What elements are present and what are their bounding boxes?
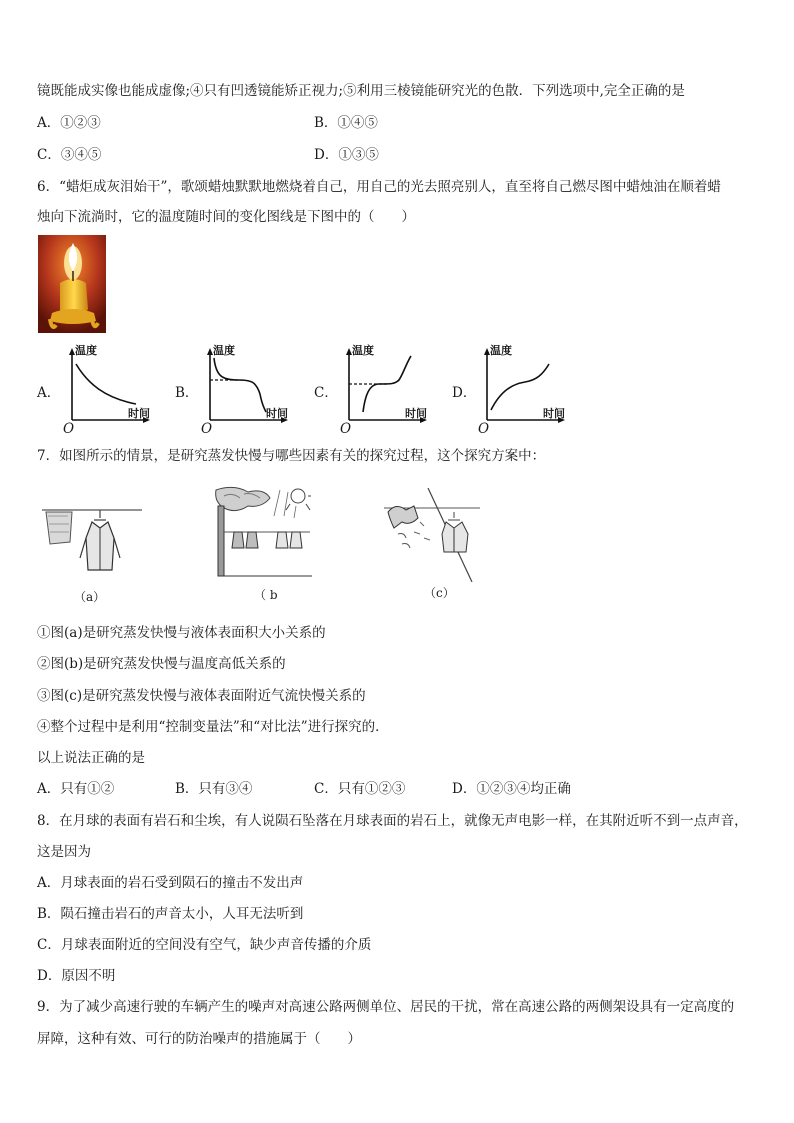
q8-option-c: C．月球表面附近的空间没有空气，缺少声音传播的介质 bbox=[37, 937, 372, 953]
q7-option-a: A．只有①② bbox=[37, 781, 115, 797]
q6-stem-line2: 烛向下流淌时，它的温度随时间的变化图线是下图中的（ ） bbox=[37, 209, 415, 225]
q7-option-c: C．只有①②③ bbox=[314, 781, 406, 797]
q8-stem-line2: 这是因为 bbox=[37, 844, 91, 860]
graph-a-ylabel: 温度 bbox=[75, 344, 97, 357]
graph-c-ylabel: 温度 bbox=[352, 344, 374, 357]
graph-d-origin: O bbox=[478, 421, 490, 437]
q9-stem-line2: 屏障，这种有效、可行的防治噪声的措施属于（ ） bbox=[37, 1031, 361, 1047]
caption-b: （ b bbox=[254, 588, 278, 602]
q9-stem-line1: 9．为了减少高速行驶的车辆产生的噪声对高速公路两侧单位、居民的干扰，常在高速公路的两侧架设具有一定高度的 bbox=[37, 999, 735, 1015]
graph-a-xlabel: 时间 bbox=[128, 407, 150, 420]
q5-option-b: B．①④⑤ bbox=[314, 115, 378, 131]
q5-option-c: C．③④⑤ bbox=[37, 147, 102, 163]
q7-statement-1: ①图(a)是研究蒸发快慢与液体表面积大小关系的 bbox=[37, 625, 326, 641]
q7-statement-2: ②图(b)是研究蒸发快慢与温度高低关系的 bbox=[37, 656, 286, 672]
graph-c-letter: C． bbox=[314, 385, 338, 401]
q5-option-a: A．①②③ bbox=[37, 115, 101, 131]
q6-stem-line1: 6．“蜡炬成灰泪始干”，歌颂蜡烛默默地燃烧着自己，用自己的光去照亮别人，直至将自己燃尽图中蜡烛油在顺着蜡 bbox=[37, 179, 721, 195]
graph-a-letter: A． bbox=[37, 385, 61, 401]
candle-image bbox=[38, 235, 106, 333]
caption-a: （a） bbox=[74, 590, 106, 604]
graph-b-letter: B． bbox=[175, 385, 199, 401]
graph-d-ylabel: 温度 bbox=[490, 344, 512, 357]
q8-option-a: A．月球表面的岩石受到陨石的撞击不发出声 bbox=[37, 875, 304, 891]
q7-option-b: B．只有③④ bbox=[175, 781, 253, 797]
q8-stem-line1: 8．在月球的表面有岩石和尘埃，有人说陨石坠落在月球表面的岩石上，就像无声电影一样，在其附近听不到一点声音， bbox=[37, 813, 748, 829]
q5-option-d: D．①③⑤ bbox=[314, 147, 379, 163]
graph-c-origin: O bbox=[340, 421, 352, 437]
graph-d-letter: D． bbox=[452, 385, 477, 401]
evaporation-picture-b bbox=[214, 486, 314, 582]
caption-c: （c） bbox=[424, 586, 455, 600]
evaporation-picture-a bbox=[42, 498, 142, 578]
q7-statement-4: ④整个过程中是利用“控制变量法”和“对比法”进行探究的． bbox=[37, 719, 389, 735]
q7-statement-3: ③图(c)是研究蒸发快慢与液体表面附近气流快慢关系的 bbox=[37, 688, 366, 704]
graph-d-xlabel: 时间 bbox=[543, 407, 565, 420]
evaporation-picture-c bbox=[384, 488, 480, 582]
graph-b-xlabel: 时间 bbox=[266, 407, 288, 420]
q7-stem: 7．如图所示的情景，是研究蒸发快慢与哪些因素有关的探究过程，这个探究方案中： bbox=[37, 448, 546, 464]
graph-b-origin: O bbox=[201, 421, 213, 437]
q7-prompt: 以上说法正确的是 bbox=[37, 750, 145, 766]
q8-option-d: D．原因不明 bbox=[37, 968, 116, 984]
graph-c-xlabel: 时间 bbox=[405, 407, 427, 420]
graph-a-origin: O bbox=[63, 421, 75, 437]
q8-option-b: B．陨石撞击岩石的声音太小，人耳无法听到 bbox=[37, 906, 304, 922]
q7-option-d: D．①②③④均正确 bbox=[452, 781, 571, 797]
graph-b-ylabel: 温度 bbox=[213, 344, 235, 357]
q5-stem-tail: 镜既能成实像也能成虚像;④只有凹透镜能矫正视力;⑤利用三棱镜能研究光的色散．下列选项中,完全正确的是 bbox=[37, 83, 685, 99]
